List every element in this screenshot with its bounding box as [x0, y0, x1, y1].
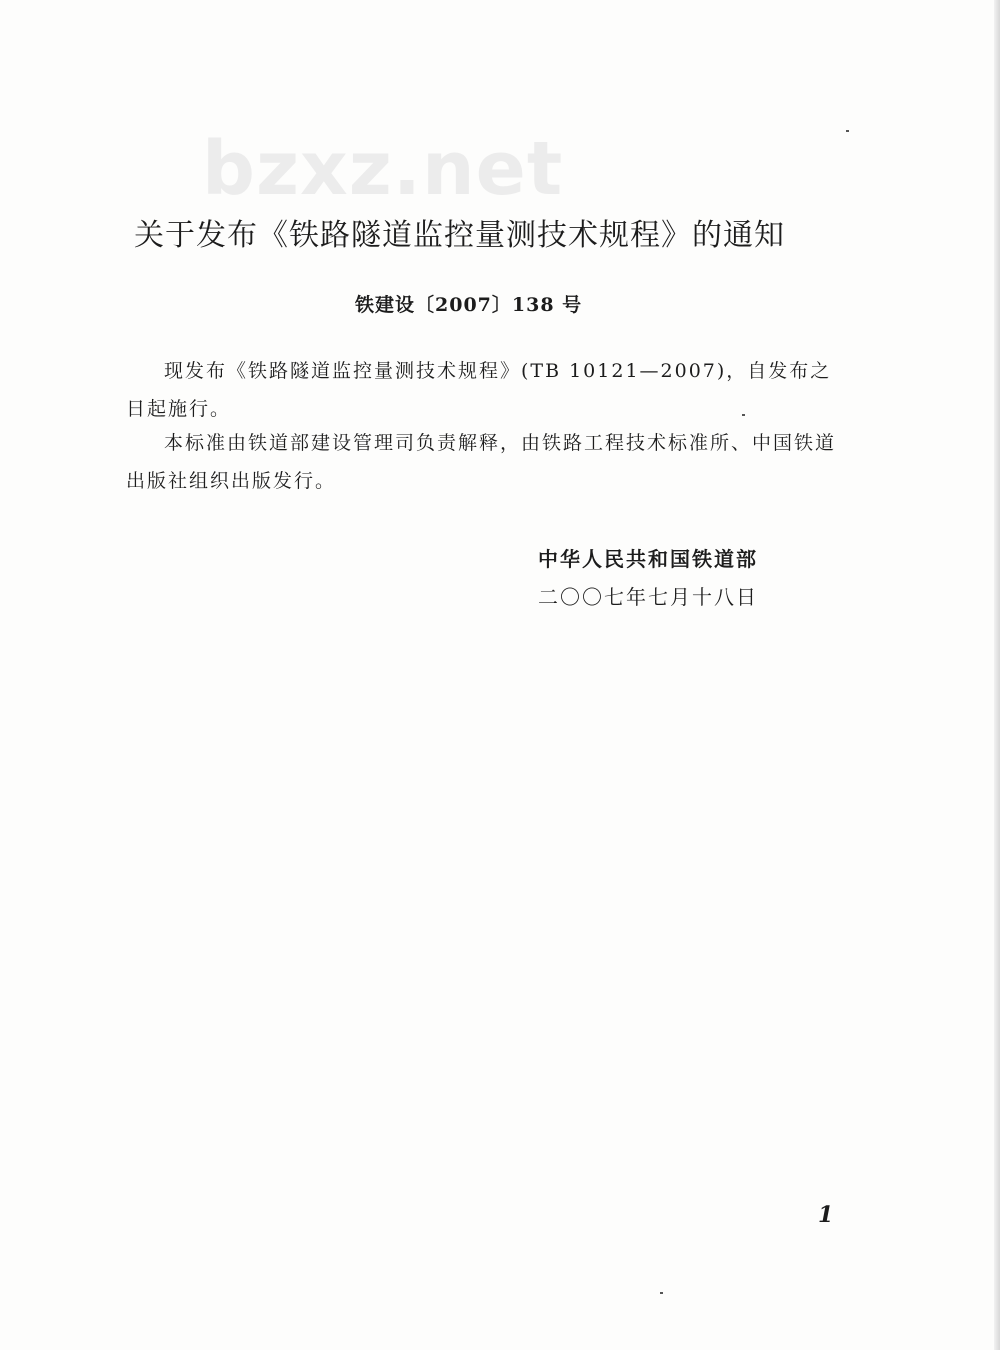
document-number: 铁建设〔2007〕138 号 — [355, 294, 583, 316]
issuer-name: 中华人民共和国铁道部 — [538, 547, 758, 571]
watermark-logo: bzxz.net — [202, 126, 564, 212]
scan-speck — [846, 130, 849, 132]
issue-date: 二〇〇七年七月十八日 — [538, 585, 758, 609]
scan-speck — [742, 414, 745, 416]
page-number: 1 — [818, 1202, 834, 1228]
scan-speck — [660, 1292, 663, 1294]
notice-paragraph-1: 现发布《铁路隧道监控量测技术规程》(TB 10121—2007)，自发布之日起施行。 — [126, 360, 832, 420]
page-edge-shadow — [994, 0, 1000, 1350]
signature-block — [538, 540, 758, 616]
notice-paragraph-2: 本标准由铁道部建设管理司负责解释，由铁路工程技术标准所、中国铁道出版社组织出版发行。 — [126, 432, 837, 492]
notice-title: 关于发布《铁路隧道监控量测技术规程》的通知 — [134, 218, 785, 253]
